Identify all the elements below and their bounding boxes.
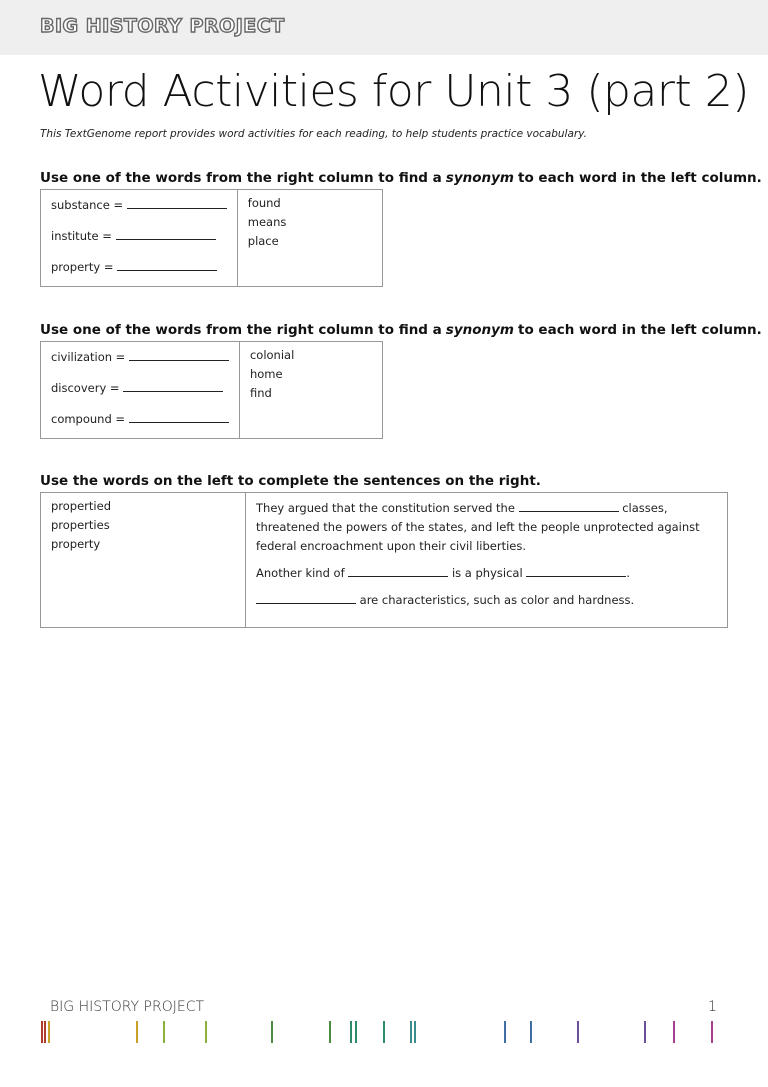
- term-column: [41, 342, 240, 439]
- header-band: [0, 0, 768, 55]
- footer-color-bar: [205, 1021, 207, 1043]
- term-row: discovery =: [51, 379, 229, 395]
- footer-color-bar: [271, 1021, 273, 1043]
- footer-color-bar: [329, 1021, 331, 1043]
- footer-color-bar: [355, 1021, 357, 1043]
- sentence-column: [246, 493, 728, 628]
- term-row: civilization =: [51, 348, 229, 364]
- footer-color-bar: [44, 1021, 46, 1043]
- footer-color-bar: [41, 1021, 43, 1043]
- synonym-table-2: [40, 341, 383, 439]
- word-list-item: properties: [51, 518, 110, 532]
- sentence-3: are characteristics, such as color and hardness.: [256, 591, 717, 610]
- word-list-item: propertied: [51, 499, 111, 513]
- answer-blank[interactable]: [127, 196, 227, 209]
- footer-color-bar: [350, 1021, 352, 1043]
- footer-color-bar: [530, 1021, 532, 1043]
- footer-color-bar: [48, 1021, 50, 1043]
- answer-blank[interactable]: [117, 258, 217, 271]
- footer-color-bar: [163, 1021, 165, 1043]
- section-3-instruction: Use the words on the left to complete the sentences on the right.: [40, 473, 541, 489]
- page-number: 1: [708, 999, 717, 1015]
- answer-blank[interactable]: [123, 379, 223, 392]
- footer-color-bar: [577, 1021, 579, 1043]
- term-row: property =: [51, 258, 227, 274]
- word-bank-column: [237, 190, 382, 287]
- word-bank-item: found: [247, 196, 281, 210]
- word-bank-item: place: [247, 234, 279, 248]
- term-row: institute =: [51, 227, 227, 243]
- answer-blank[interactable]: [116, 227, 216, 240]
- word-bank-item: find: [249, 386, 272, 400]
- header-brand: BIG HISTORY PROJECT: [40, 15, 285, 37]
- term-row: substance =: [51, 196, 227, 212]
- footer-brand: BIG HISTORY PROJECT: [50, 999, 205, 1015]
- answer-blank[interactable]: [256, 591, 356, 604]
- answer-blank[interactable]: [129, 348, 229, 361]
- footer-color-bar: [383, 1021, 385, 1043]
- answer-blank[interactable]: [526, 564, 626, 577]
- word-bank-item: means: [247, 215, 287, 229]
- sentence-completion-table: [40, 492, 728, 628]
- answer-blank[interactable]: [348, 564, 448, 577]
- footer-color-bar: [504, 1021, 506, 1043]
- word-list-item: property: [51, 537, 101, 551]
- footer-color-bar: [136, 1021, 138, 1043]
- intro-text: This TextGenome report provides word activities for each reading, to help students practice vocabulary.: [40, 128, 587, 140]
- word-bank-item: home: [249, 367, 283, 381]
- sentence-1: They argued that the constitution served the classes, threatened the powers of the states, and left the people unprotected against federal encroachment upon their civil liberties.: [256, 501, 700, 553]
- footer-color-bar: [410, 1021, 412, 1043]
- word-list-column: [41, 493, 246, 628]
- page-title: Word Activities for Unit 3 (part 2): [38, 66, 749, 117]
- synonym-table-1: [40, 189, 383, 287]
- term-row: compound =: [51, 410, 229, 426]
- footer-color-bar: [711, 1021, 713, 1043]
- answer-blank[interactable]: [129, 410, 229, 423]
- footer-color-bar: [414, 1021, 416, 1043]
- sentence-2: Another kind of is a physical .: [256, 566, 630, 580]
- word-bank-item: colonial: [249, 348, 295, 362]
- word-bank-column: [239, 342, 382, 439]
- answer-blank[interactable]: [519, 499, 619, 512]
- section-1-instruction: Use one of the words from the right column to find a synonym to each word in the left column.: [40, 170, 762, 186]
- footer-color-bar: [644, 1021, 646, 1043]
- section-2-instruction: Use one of the words from the right column to find a synonym to each word in the left column.: [40, 322, 762, 338]
- footer-color-bar: [673, 1021, 675, 1043]
- term-column: [41, 190, 238, 287]
